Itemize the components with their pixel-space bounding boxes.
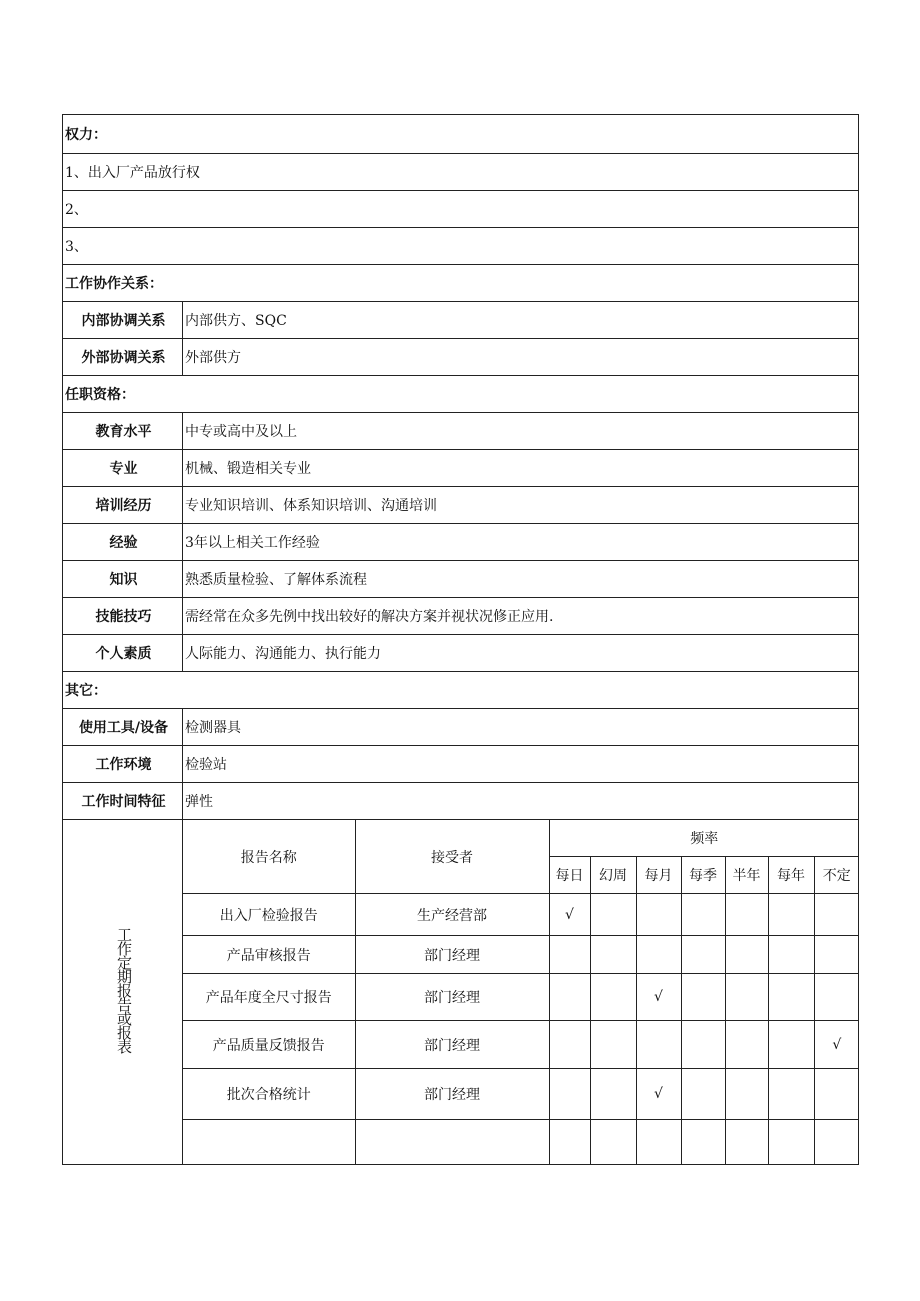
- authority-item-row: [63, 191, 859, 228]
- qualification-row: [63, 598, 859, 635]
- freq-check: [681, 1021, 725, 1069]
- freq-check: [725, 974, 768, 1021]
- freq-check: [814, 936, 859, 974]
- qualifications-heading-row: [63, 376, 859, 413]
- internal-coordination-value: 内部供方、SQC: [183, 302, 859, 339]
- collaboration-heading: 工作协作关系：: [63, 265, 859, 302]
- education-value: 中专或高中及以上: [183, 413, 859, 450]
- freq-check: [590, 974, 636, 1021]
- experience-value: 3年以上相关工作经验: [183, 524, 859, 561]
- environment-label: 工作环境: [63, 746, 183, 783]
- external-coordination-label: 外部协调关系: [63, 339, 183, 376]
- skills-label: 技能技巧: [63, 598, 183, 635]
- reports-header-row: [183, 820, 859, 857]
- major-label: 专业: [63, 450, 183, 487]
- qualification-row: [63, 487, 859, 524]
- education-label: 教育水平: [63, 413, 183, 450]
- table-row: [183, 1120, 859, 1164]
- report-name: 出入厂检验报告: [183, 894, 355, 936]
- authority-heading: 权力：: [63, 115, 859, 154]
- freq-check: [549, 1021, 590, 1069]
- internal-coordination-label: 内部协调关系: [63, 302, 183, 339]
- report-name: 批次合格统计: [183, 1069, 355, 1120]
- authority-item-3: 3、: [63, 228, 859, 265]
- skills-value: 需经常在众多先例中找出较好的解决方案并视状况修正应用.: [183, 598, 859, 635]
- freq-check: [768, 894, 814, 936]
- authority-item-1: 1、出入厂产品放行权: [63, 154, 859, 191]
- other-heading-row: [63, 672, 859, 709]
- knowledge-value: 熟悉质量检验、了解体系流程: [183, 561, 859, 598]
- training-label: 培训经历: [63, 487, 183, 524]
- receiver-header: 接受者: [355, 820, 549, 894]
- freq-check: √: [549, 894, 590, 936]
- job-description-table: [62, 114, 859, 1165]
- report-receiver: 部门经理: [355, 974, 549, 1021]
- reports-row: [63, 820, 859, 1165]
- freq-check: [590, 894, 636, 936]
- freq-check: [636, 894, 681, 936]
- freq-check: [590, 936, 636, 974]
- personal-quality-label: 个人素质: [63, 635, 183, 672]
- freq-check: [814, 894, 859, 936]
- freq-check: [590, 1069, 636, 1120]
- personal-quality-value: 人际能力、沟通能力、执行能力: [183, 635, 859, 672]
- environment-value: 检验站: [183, 746, 859, 783]
- freq-check: [725, 894, 768, 936]
- freq-check: [590, 1021, 636, 1069]
- other-row: [63, 783, 859, 820]
- reports-side-label: 工作定期报告或报表: [115, 926, 133, 1053]
- report-receiver: 生产经营部: [355, 894, 549, 936]
- report-name-header: 报告名称: [183, 820, 355, 894]
- qualification-row: [63, 635, 859, 672]
- qualifications-heading: 任职资格：: [63, 376, 859, 413]
- freq-check: √: [636, 974, 681, 1021]
- freq-check: √: [814, 1021, 859, 1069]
- freq-check: [681, 974, 725, 1021]
- job-description-sheet: [62, 114, 858, 1165]
- collaboration-heading-row: [63, 265, 859, 302]
- freq-check: [814, 1069, 859, 1120]
- work-time-label: 工作时间特征: [63, 783, 183, 820]
- freq-irregular-header: 不定: [814, 857, 859, 894]
- freq-check: [681, 894, 725, 936]
- freq-check: [768, 936, 814, 974]
- freq-yearly-header: 每年: [768, 857, 814, 894]
- collaboration-row: [63, 339, 859, 376]
- freq-monthly-header: 每月: [636, 857, 681, 894]
- reports-side-label-cell: [63, 820, 183, 1165]
- reports-table-cell: [183, 820, 859, 1165]
- major-value: 机械、锻造相关专业: [183, 450, 859, 487]
- freq-weekly-header: 幻周: [590, 857, 636, 894]
- external-coordination-value: 外部供方: [183, 339, 859, 376]
- tools-value: 检测器具: [183, 709, 859, 746]
- freq-half-year-header: 半年: [725, 857, 768, 894]
- freq-check: [636, 936, 681, 974]
- report-name: 产品质量反馈报告: [183, 1021, 355, 1069]
- authority-item-row: [63, 228, 859, 265]
- qualification-row: [63, 450, 859, 487]
- freq-daily-header: 每日: [549, 857, 590, 894]
- freq-check: [549, 936, 590, 974]
- freq-check: [636, 1021, 681, 1069]
- freq-check: [549, 1120, 590, 1164]
- freq-check: [768, 1120, 814, 1164]
- authority-item-2: 2、: [63, 191, 859, 228]
- table-row: [183, 974, 859, 1021]
- qualification-row: [63, 413, 859, 450]
- report-receiver: 部门经理: [355, 1021, 549, 1069]
- freq-check: [768, 974, 814, 1021]
- experience-label: 经验: [63, 524, 183, 561]
- freq-check: √: [636, 1069, 681, 1120]
- other-heading: 其它：: [63, 672, 859, 709]
- table-row: [183, 1021, 859, 1069]
- report-name: [183, 1120, 355, 1164]
- freq-check: [725, 1021, 768, 1069]
- other-row: [63, 709, 859, 746]
- authority-item-row: [63, 154, 859, 191]
- training-value: 专业知识培训、体系知识培训、沟通培训: [183, 487, 859, 524]
- freq-check: [681, 936, 725, 974]
- report-receiver: [355, 1120, 549, 1164]
- report-receiver: 部门经理: [355, 936, 549, 974]
- report-name: 产品年度全尺寸报告: [183, 974, 355, 1021]
- collaboration-row: [63, 302, 859, 339]
- table-row: [183, 936, 859, 974]
- table-row: [183, 894, 859, 936]
- freq-check: [725, 1069, 768, 1120]
- freq-check: [814, 974, 859, 1021]
- freq-check: [681, 1120, 725, 1164]
- freq-check: [549, 974, 590, 1021]
- work-time-value: 弹性: [183, 783, 859, 820]
- freq-check: [725, 1120, 768, 1164]
- freq-check: [814, 1120, 859, 1164]
- table-row: [183, 1069, 859, 1120]
- qualification-row: [63, 561, 859, 598]
- reports-table: [183, 820, 859, 1164]
- freq-check: [636, 1120, 681, 1164]
- knowledge-label: 知识: [63, 561, 183, 598]
- frequency-header: 频率: [549, 820, 859, 857]
- freq-check: [725, 936, 768, 974]
- freq-check: [549, 1069, 590, 1120]
- report-name: 产品审核报告: [183, 936, 355, 974]
- other-row: [63, 746, 859, 783]
- freq-quarterly-header: 每季: [681, 857, 725, 894]
- tools-label: 使用工具/设备: [63, 709, 183, 746]
- freq-check: [681, 1069, 725, 1120]
- qualification-row: [63, 524, 859, 561]
- freq-check: [768, 1021, 814, 1069]
- freq-check: [590, 1120, 636, 1164]
- freq-check: [768, 1069, 814, 1120]
- authority-heading-row: [63, 115, 859, 154]
- report-receiver: 部门经理: [355, 1069, 549, 1120]
